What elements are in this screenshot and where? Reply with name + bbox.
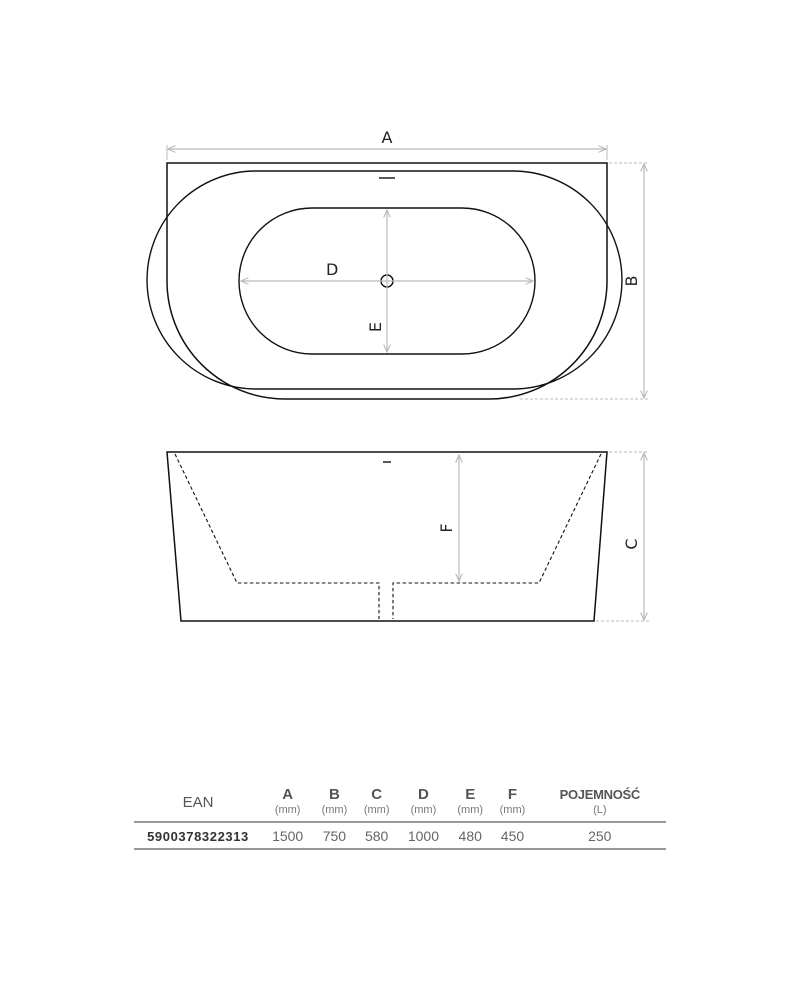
dimension-label-b: B — [622, 275, 641, 287]
spec-table — [134, 786, 666, 850]
value-a: 1500 — [272, 828, 304, 844]
inner-basin-left-hidden — [175, 454, 379, 619]
side-view — [167, 452, 649, 621]
header-e: E (mm) — [457, 786, 484, 816]
dimension-label-c: C — [622, 538, 641, 550]
header-ean: EAN — [182, 794, 214, 811]
dimension-label-d: D — [326, 260, 339, 279]
header-c: C (mm) — [363, 786, 390, 816]
inner-basin-right-hidden — [393, 454, 601, 619]
dimension-label-f: F — [437, 523, 456, 533]
value-c: 580 — [364, 828, 389, 844]
spec-table-header-row — [134, 786, 666, 822]
value-f: 450 — [500, 828, 525, 844]
value-e: 480 — [458, 828, 482, 844]
top-view-rim-inner — [147, 171, 622, 389]
header-f: F (mm) — [499, 786, 526, 816]
header-capacity: POJEMNOŚĆ (L) — [559, 787, 640, 816]
value-capacity: 250 — [588, 828, 612, 844]
header-b: B (mm) — [321, 786, 348, 816]
value-b: 750 — [322, 828, 347, 844]
dimension-label-a: A — [381, 128, 393, 147]
top-view — [147, 128, 649, 399]
value-d: 1000 — [407, 828, 440, 844]
ean-value: 5900378322313 — [147, 828, 249, 844]
dimension-label-e: E — [366, 321, 385, 333]
side-view-outline — [167, 452, 607, 621]
header-a: A (mm) — [274, 786, 301, 816]
table-row — [134, 822, 666, 849]
header-d: D (mm) — [410, 786, 437, 816]
